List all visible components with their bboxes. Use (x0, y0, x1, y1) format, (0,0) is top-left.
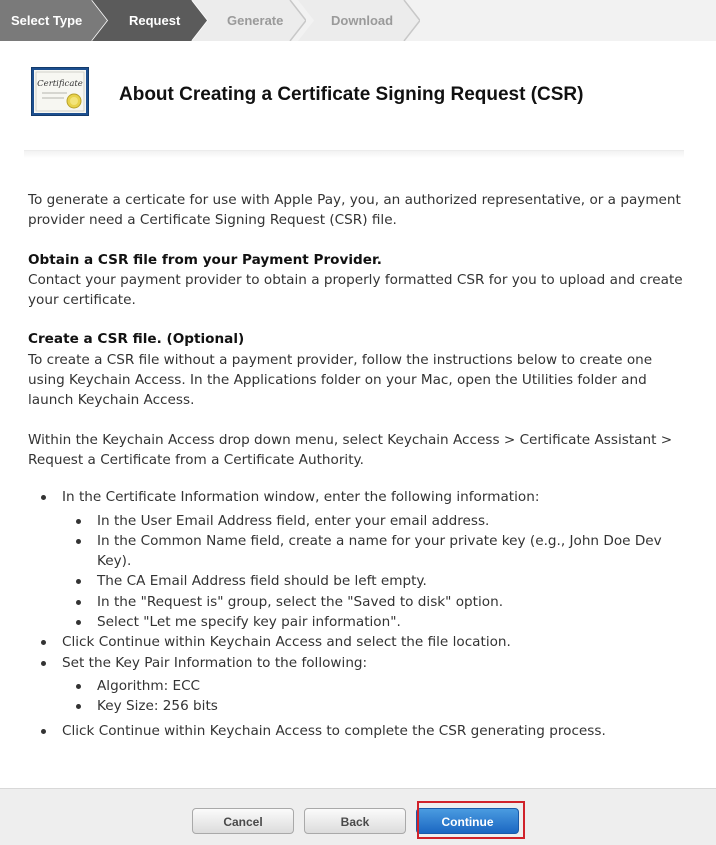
list-item: Click Continue within Keychain Access to complete the CSR generating process. (28, 721, 688, 741)
list-item-text: Set the Key Pair Information to the following: (62, 654, 368, 671)
step-progress-bar (0, 0, 716, 41)
list-item-text: In the Certificate Information window, enter the following information: (62, 489, 540, 506)
section-heading-create-csr: Create a CSR file. (Optional) (28, 331, 245, 348)
list-item (28, 653, 688, 717)
highlight-box (417, 801, 525, 839)
intro-paragraph: To generate a certicate for use with Apple Pay, you, an authorized representative, or a payment provider need a Certificate Signing Request (CSR) file. (28, 192, 681, 229)
list-item (28, 487, 688, 632)
section-body-payment-provider: Contact your payment provider to obtain a properly formatted CSR for you to upload and create your certificate. (28, 271, 683, 309)
certificate-icon (31, 67, 89, 116)
step-request (92, 0, 208, 41)
step-download (298, 0, 420, 41)
section-body-create-csr: To create a CSR file without a payment provider, follow the instructions below to create one using Keychain Access. In the Applications folder on your Mac, open the Utilities folder and launch Keychain Access. (28, 351, 653, 409)
page-title: About Creating a Certificate Signing Request (CSR) (119, 84, 584, 105)
back-button[interactable]: Back (304, 808, 406, 834)
cancel-button[interactable]: Cancel (192, 808, 294, 834)
list-item: Select "Let me specify key pair information". (62, 612, 688, 632)
list-item: Click Continue within Keychain Access and select the file location. (28, 632, 688, 652)
list-item: In the User Email Address field, enter your email address. (62, 511, 688, 531)
list-item: In the "Request is" group, select the "Saved to disk" option. (62, 592, 688, 612)
instructions-content (28, 190, 688, 741)
list-item: Key Size: 256 bits (62, 696, 688, 716)
step-label: Download (331, 13, 394, 28)
list-item: In the Common Name field, create a name for your private key (e.g., John Doe Dev Key). (62, 531, 688, 572)
continue-button[interactable]: Continue (416, 808, 519, 834)
sub-list (62, 676, 688, 717)
header-divider (24, 150, 684, 158)
step-generate (192, 0, 306, 41)
list-item: The CA Email Address field should be left empty. (62, 571, 688, 591)
certificate-icon-text: Certificate (37, 79, 83, 89)
step-label: Select Type (11, 13, 83, 28)
sub-list (62, 511, 688, 633)
menu-instructions: Within the Keychain Access drop down menu, select Keychain Access > Certificate Assistant > Request a Certificate from a Certificate Authority. (28, 431, 673, 468)
list-item: Algorithm: ECC (62, 676, 688, 696)
step-label: Request (129, 13, 181, 28)
steps-list (28, 487, 688, 741)
section-heading-payment-provider: Obtain a CSR file from your Payment Provider. (28, 251, 382, 268)
step-label: Generate (227, 13, 284, 28)
